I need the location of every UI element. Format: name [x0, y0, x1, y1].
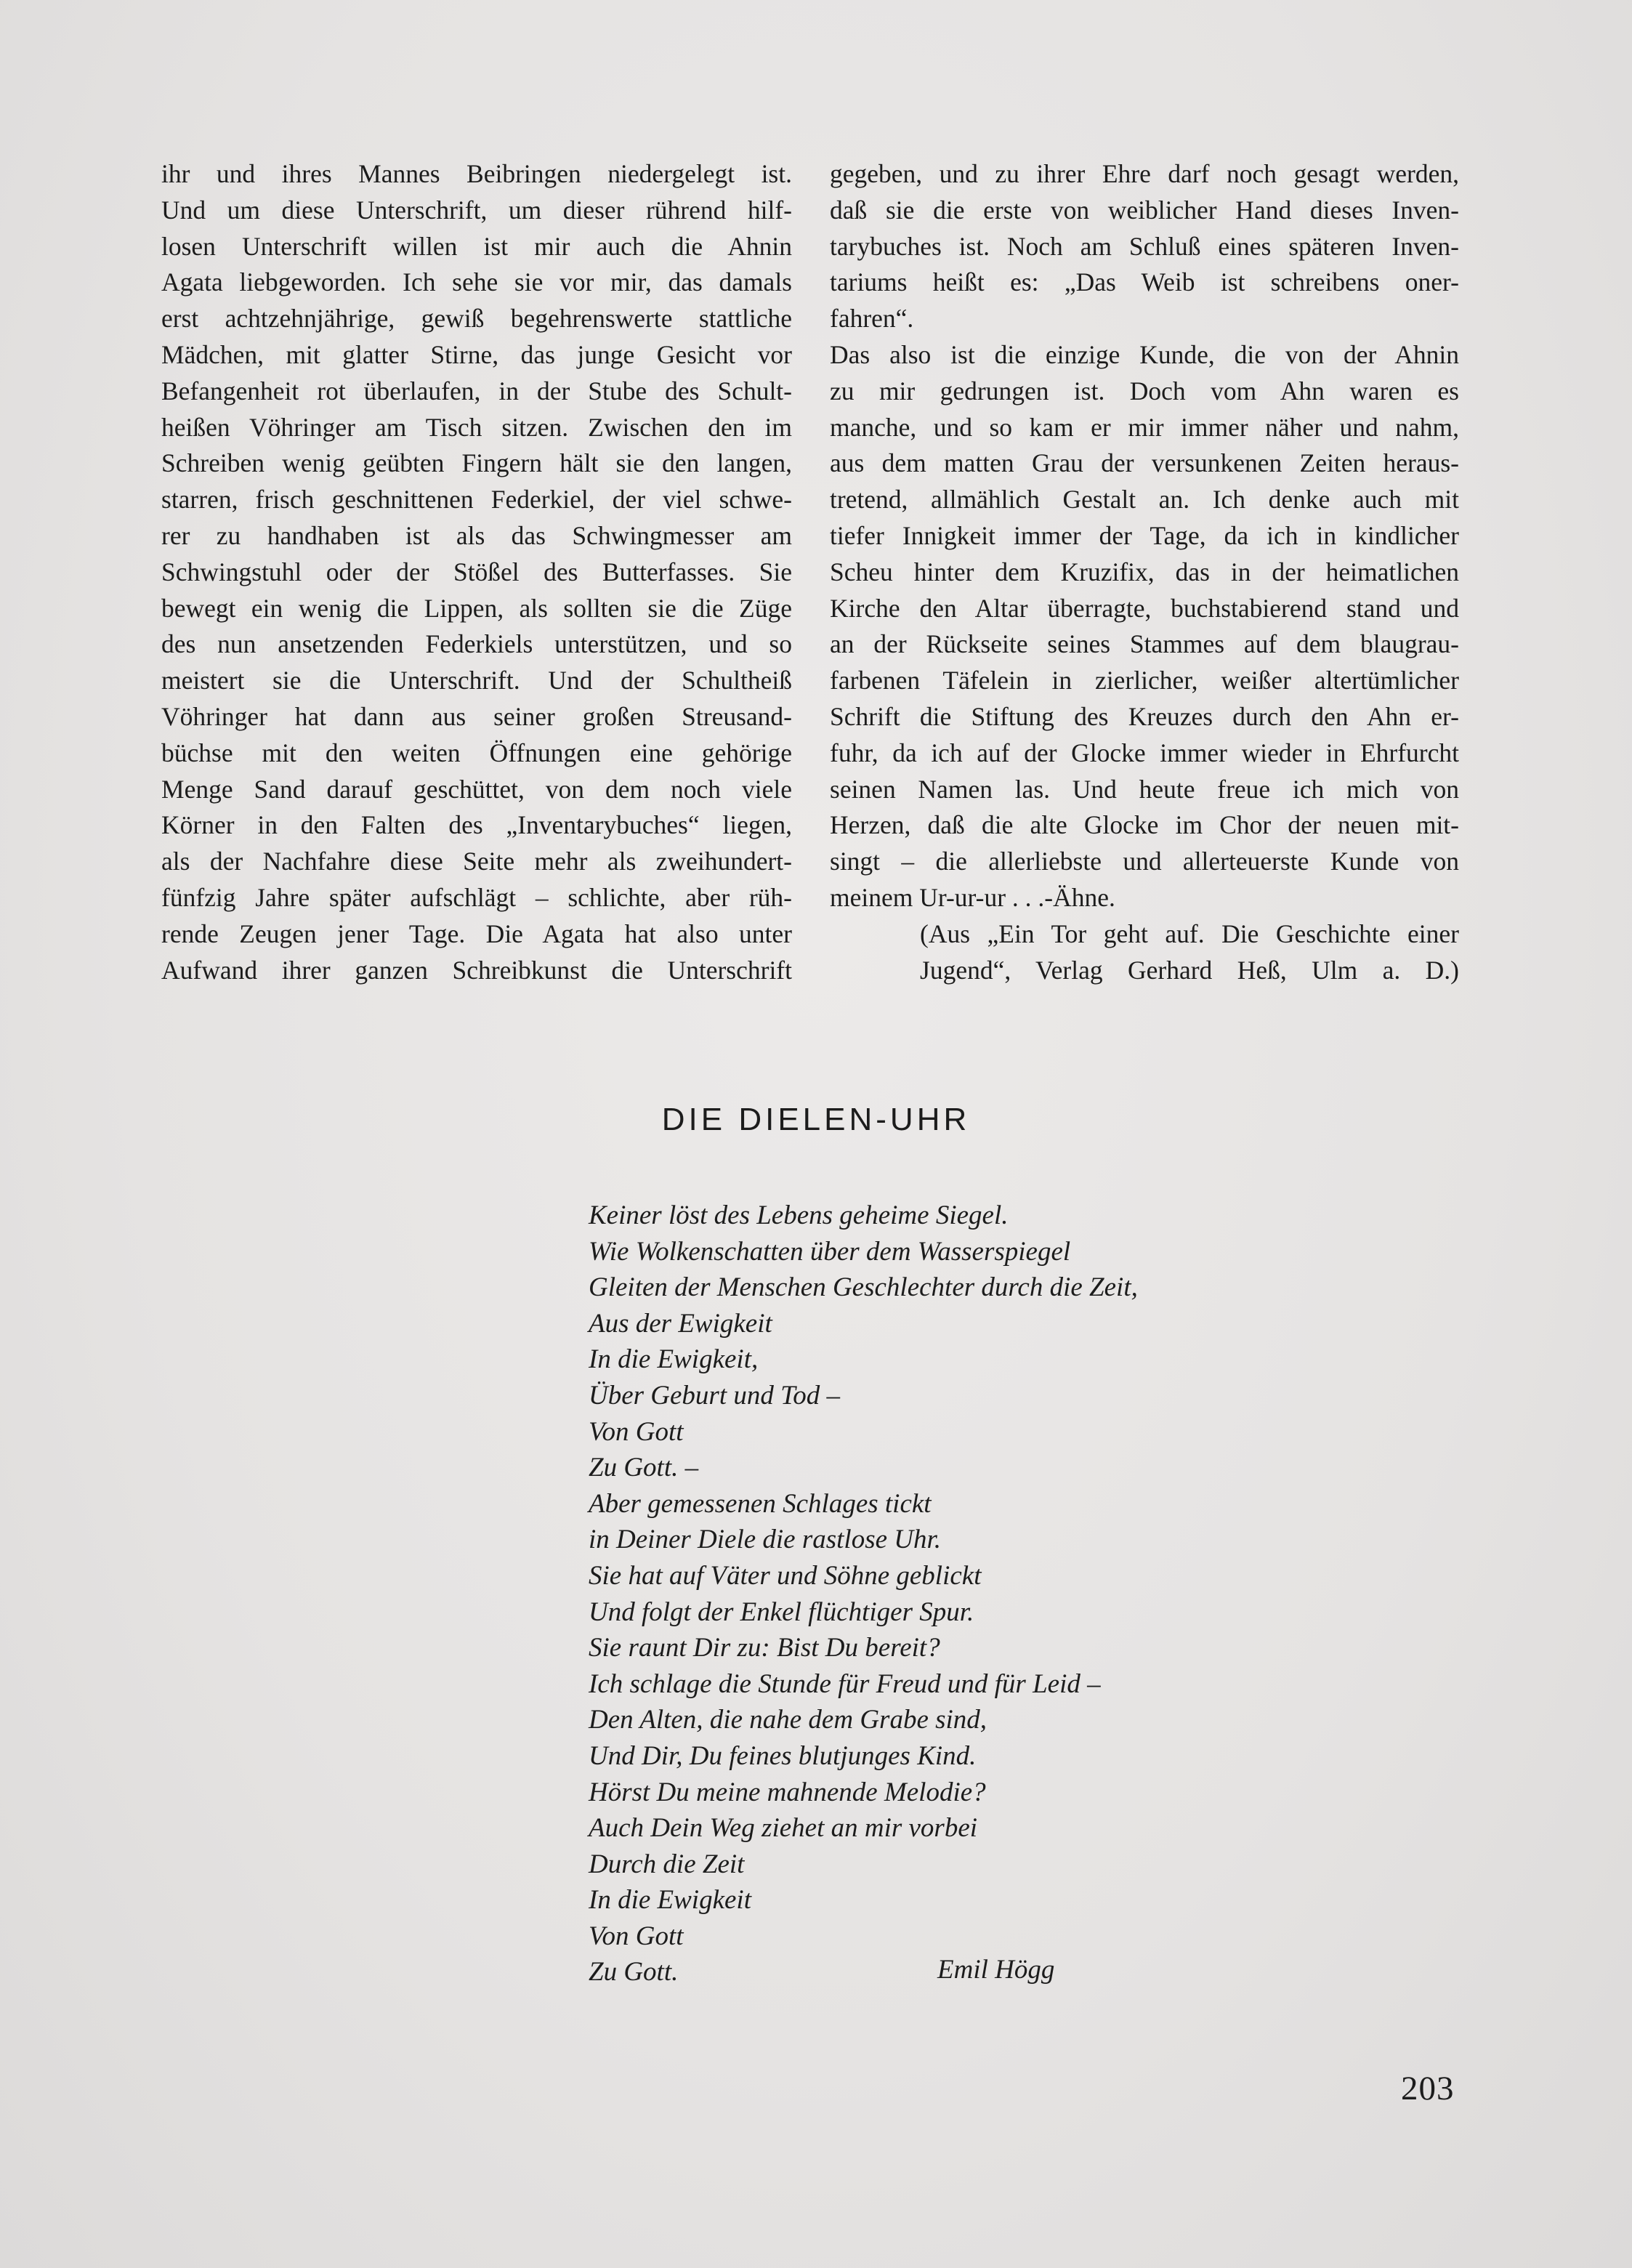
text-line: Körner in den Falten des „Inventarybuches“ liegen, [161, 810, 792, 840]
poem-line: Zu Gott. – [589, 1453, 699, 1483]
poem-line: In die Ewigkeit [589, 1885, 751, 1916]
text-line: büchse mit den weiten Öffnungen eine gehörige [161, 738, 792, 767]
poem-line: Über Geburt und Tod – [589, 1380, 841, 1411]
poem-line: Aus der Ewigkeit [589, 1308, 772, 1339]
poem-line: Wie Wolkenschatten über dem Wasserspiegel [589, 1236, 1071, 1267]
text-line: tariums heißt es: „Das Weib ist schreibens oner- [830, 267, 1459, 297]
poem-title: DIE DIELEN-UHR [661, 1102, 971, 1137]
text-line: aus dem matten Grau der versunkenen Zeiten heraus- [830, 448, 1459, 478]
text-line: Herzen, daß die alte Glocke im Chor der neuen mit- [830, 810, 1459, 840]
text-line: zu mir gedrungen ist. Doch vom Ahn waren es [830, 376, 1459, 405]
poem-line: Und Dir, Du feines blutjunges Kind. [589, 1740, 977, 1771]
text-line: Kirche den Altar überragte, buchstabierend stand und [830, 593, 1459, 623]
text-line: als der Nachfahre diese Seite mehr als zweihundert- [161, 847, 792, 876]
text-line: Menge Sand darauf geschüttet, von dem noch viele [161, 774, 792, 804]
text-line: Schrift die Stiftung des Kreuzes durch den Ahn er- [830, 701, 1459, 731]
text-line: an der Rückseite seines Stammes auf dem blaugrau- [830, 629, 1459, 659]
text-line: gegeben, und zu ihrer Ehre darf noch gesagt werden, [830, 159, 1459, 188]
text-line: starren, frisch geschnittenen Federkiel, der viel schwe- [161, 485, 792, 514]
text-line: Befangenheit rot überlaufen, in der Stube des Schult- [161, 376, 792, 405]
text-line: ihr und ihres Mannes Beibringen niedergelegt ist. [161, 159, 792, 188]
text-line: Aufwand ihrer ganzen Schreibkunst die Unterschrift [161, 955, 792, 985]
poem-line: Von Gott [589, 1416, 684, 1447]
text-line: farbenen Täfelein in zierlicher, weißer altertümlicher [830, 666, 1459, 695]
page-number: 203 [1401, 2070, 1455, 2107]
text-line: tiefer Innigkeit immer der Tage, da ich in kindlicher [830, 520, 1459, 550]
poem-line: Auch Dein Weg ziehet an mir vorbei [589, 1813, 978, 1844]
text-line: seinen Namen las. Und heute freue ich mich von [830, 774, 1459, 804]
poem-line: Sie raunt Dir zu: Bist Du bereit? [589, 1633, 940, 1663]
text-line: Schreiben wenig geübten Fingern hält sie den langen, [161, 448, 792, 478]
poem-line: in Deiner Diele die rastlose Uhr. [589, 1525, 942, 1555]
text-line: Agata liebgeworden. Ich sehe sie vor mir, das damals [161, 267, 792, 297]
text-line: manche, und so kam er mir immer näher und nahm, [830, 412, 1459, 442]
text-line: Schwingstuhl oder der Stößel des Butterfasses. Sie [161, 557, 792, 586]
poem-line: Aber gemessenen Schlages tickt [589, 1488, 932, 1519]
text-line: Mädchen, mit glatter Stirne, das junge Gesicht vor [161, 339, 792, 369]
poem-line: Keiner löst des Lebens geheime Siegel. [589, 1200, 1009, 1230]
poem-line: Durch die Zeit [589, 1849, 745, 1879]
poem-line: Den Alten, die nahe dem Grabe sind, [589, 1705, 987, 1735]
text-line: rer zu handhaben ist als das Schwingmesser am [161, 520, 792, 550]
text-line: daß sie die erste von weiblicher Hand dieses Inven- [830, 195, 1459, 225]
text-line: fuhr, da ich auf der Glocke immer wieder in Ehrfurcht [830, 738, 1459, 767]
left-text-column [161, 156, 792, 988]
poem-line: Und folgt der Enkel flüchtiger Spur. [589, 1597, 974, 1627]
text-line: fahren“. [830, 304, 914, 334]
poem-body [589, 1198, 1138, 1990]
text-line: tretend, allmählich Gestalt an. Ich denke auch mit [830, 485, 1459, 514]
source-citation-line: Jugend“, Verlag Gerhard Heß, Ulm a. D.) [920, 955, 1459, 985]
text-line: heißen Vöhringer am Tisch sitzen. Zwischen den im [161, 412, 792, 442]
text-line: losen Unterschrift willen ist mir auch die Ahnin [161, 231, 792, 261]
poem-author: Emil Högg [937, 1955, 1055, 1985]
text-line: Das also ist die einzige Kunde, die von der Ahnin [830, 339, 1459, 369]
poem-line: Gleiten der Menschen Geschlechter durch die Zeit, [589, 1272, 1138, 1303]
poem-line: In die Ewigkeit, [589, 1344, 759, 1375]
poem-line: Sie hat auf Väter und Söhne geblickt [589, 1560, 982, 1591]
text-line: erst achtzehnjährige, gewiß begehrenswerte stattliche [161, 304, 792, 334]
text-line: tarybuches ist. Noch am Schluß eines späteren Inven- [830, 231, 1459, 261]
source-citation-line: (Aus „Ein Tor geht auf. Die Geschichte einer [920, 919, 1459, 948]
text-line: meistert sie die Unterschrift. Und der Schultheiß [161, 666, 792, 695]
text-line: fünfzig Jahre später aufschlägt – schlichte, aber rüh- [161, 882, 792, 912]
right-text-column [830, 156, 1459, 988]
text-line: singt – die allerliebste und allerteuerste Kunde von [830, 847, 1459, 876]
poem-line: Hörst Du meine mahnende Melodie? [589, 1777, 986, 1807]
text-line: Scheu hinter dem Kruzifix, das in der heimatlichen [830, 557, 1459, 586]
poem-line: Zu Gott. [589, 1957, 679, 1987]
text-line: Und um diese Unterschrift, um dieser rührend hilf- [161, 195, 792, 225]
poem-line: Von Gott [589, 1921, 684, 1951]
text-line: meinem Ur-ur-ur . . .-Ähne. [830, 882, 1115, 912]
poem-line: Ich schlage die Stunde für Freud und für Leid – [589, 1668, 1101, 1699]
text-line: Vöhringer hat dann aus seiner großen Streusand- [161, 701, 792, 731]
text-line: rende Zeugen jener Tage. Die Agata hat also unter [161, 919, 792, 948]
text-line: des nun ansetzenden Federkiels unterstützen, und so [161, 629, 792, 659]
text-line: bewegt ein wenig die Lippen, als sollten sie die Züge [161, 593, 792, 623]
